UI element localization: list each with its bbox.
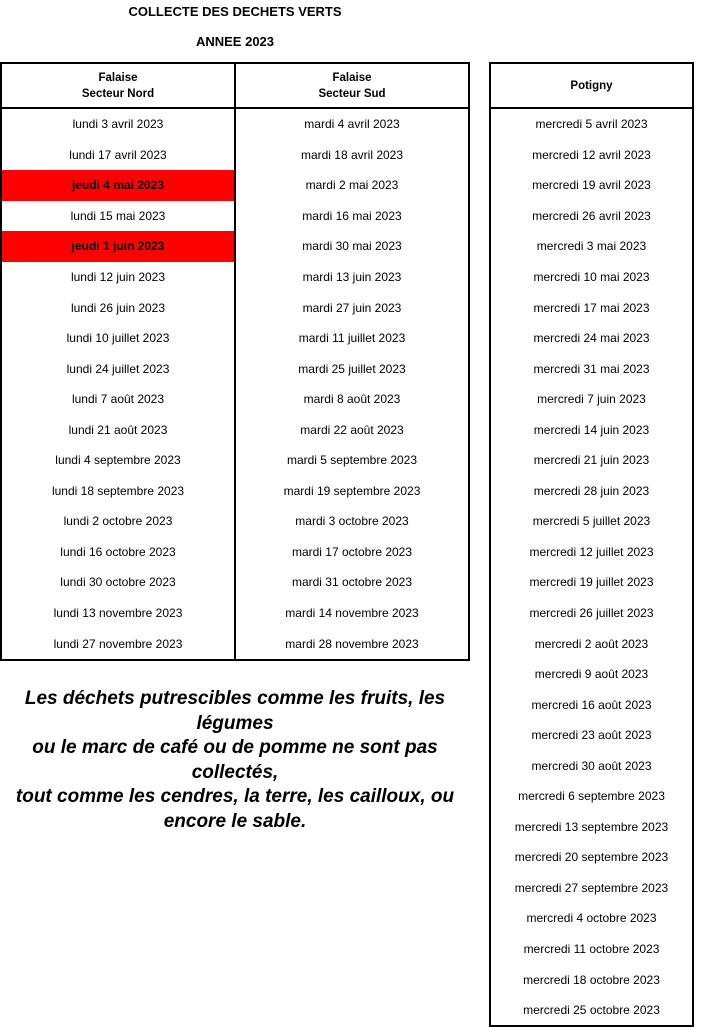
note-line: légumes [196,712,274,734]
date-cell-secteur-nord: lundi 21 août 2023 [1,414,235,445]
table-row [1,108,469,140]
table-header-row [1,63,469,108]
table-row [1,598,469,629]
table-row [490,812,693,843]
table-row [490,170,693,201]
date-cell-secteur-nord: lundi 17 avril 2023 [1,140,235,171]
table-row [490,567,693,598]
column-header-secteur-sud [235,63,469,108]
date-cell-secteur-sud: mardi 11 juillet 2023 [298,331,406,346]
date-cell-secteur-nord: lundi 30 octobre 2023 [1,567,235,598]
date-cell-potigny: mercredi 18 octobre 2023 [523,972,660,987]
date-cell-potigny: mercredi 30 août 2023 [531,758,652,773]
table-row [490,231,693,262]
table-row [1,292,469,323]
date-cell-potigny: mercredi 9 août 2023 [534,667,649,682]
table-row [490,292,693,323]
date-cell-potigny: mercredi 7 juin 2023 [537,392,646,407]
date-cell-potigny: mercredi 6 septembre 2023 [518,789,665,804]
date-cell-potigny: mercredi 17 mai 2023 [533,300,650,315]
date-cell-potigny: mercredi 4 octobre 2023 [526,911,657,926]
date-cell-potigny: mercredi 19 juillet 2023 [529,575,654,590]
table-row [490,445,693,476]
table-row [490,659,693,690]
table-row [1,231,469,262]
table-row [490,995,693,1027]
date-cell-secteur-sud: mardi 17 octobre 2023 [291,544,413,559]
date-cell-secteur-nord: jeudi 1 juin 2023 [1,231,235,262]
date-cell-secteur-nord: lundi 13 novembre 2023 [1,598,235,629]
column-header-line1: Falaise [332,71,372,84]
date-cell-potigny: mercredi 21 juin 2023 [533,453,650,468]
date-cell-secteur-nord: lundi 2 octobre 2023 [1,506,235,537]
potigny-schedule-table [489,62,694,1027]
date-cell-potigny: mercredi 23 août 2023 [531,728,652,743]
date-cell-secteur-nord: lundi 12 juin 2023 [1,262,235,293]
date-cell-potigny: mercredi 3 mai 2023 [536,239,647,254]
date-cell-secteur-sud: mardi 8 août 2023 [303,392,401,407]
table-row [1,170,469,201]
date-cell-potigny: mercredi 12 avril 2023 [532,147,651,162]
date-cell-potigny: mercredi 27 septembre 2023 [514,880,669,895]
date-cell-secteur-sud: mardi 2 mai 2023 [305,178,399,193]
date-cell-potigny: mercredi 5 avril 2023 [535,117,648,132]
table-row [490,842,693,873]
table-row [490,903,693,934]
date-cell-potigny: mercredi 13 septembre 2023 [514,819,669,834]
table-row [490,689,693,720]
date-cell-secteur-sud: mardi 4 avril 2023 [304,117,400,132]
date-cell-secteur-sud: mardi 13 juin 2023 [302,270,402,284]
page-title: COLLECTE DES DECHETS VERTS [128,4,342,19]
table-row [490,201,693,232]
column-header-line2: Secteur Sud [318,87,386,100]
table-row [490,537,693,568]
table-row [490,750,693,781]
date-cell-secteur-sud: mardi 16 mai 2023 [302,208,402,223]
date-cell-secteur-sud: mardi 31 octobre 2023 [291,575,413,590]
table-row [490,414,693,445]
date-cell-secteur-sud: mardi 30 mai 2023 [302,239,402,254]
date-cell-secteur-nord: lundi 16 octobre 2023 [1,537,235,568]
table-row [490,781,693,812]
date-cell-potigny: mercredi 5 juillet 2023 [532,514,651,529]
column-header-secteur-nord [1,63,235,108]
date-cell-potigny: mercredi 24 mai 2023 [533,331,650,346]
table-row [1,140,469,171]
year-subtitle: ANNEE 2023 [195,34,275,49]
table-row [490,506,693,537]
date-cell-secteur-sud: mardi 3 octobre 2023 [295,514,409,529]
date-cell-secteur-nord: lundi 7 août 2023 [1,384,235,415]
date-cell-potigny: mercredi 12 juillet 2023 [529,544,654,559]
date-cell-secteur-sud: mardi 14 novembre 2023 [285,606,419,621]
date-cell-potigny: mercredi 19 avril 2023 [532,178,651,193]
table-row [490,598,693,629]
table-row [490,628,693,659]
column-header-line2: Secteur Nord [81,87,155,100]
column-header-line1: Falaise [98,71,138,84]
date-cell-secteur-sud: mardi 19 septembre 2023 [283,483,421,498]
table-row [490,720,693,751]
table-row [1,262,469,293]
table-row [490,384,693,415]
note-line: Les déchets putrescibles comme les fruits, les [24,688,446,709]
date-cell-secteur-nord: jeudi 4 mai 2023 [1,170,235,201]
table-row [1,567,469,598]
date-cell-secteur-sud: mardi 22 août 2023 [300,422,404,437]
table-row [490,323,693,354]
date-cell-secteur-nord: lundi 4 septembre 2023 [1,445,235,476]
date-cell-secteur-sud: mardi 18 avril 2023 [300,147,404,162]
table-row [490,964,693,995]
date-cell-secteur-nord: lundi 26 juin 2023 [1,292,235,323]
table-row [1,201,469,232]
date-cell-secteur-nord: lundi 27 novembre 2023 [1,628,235,660]
table-row [490,873,693,904]
date-cell-secteur-sud: mardi 5 septembre 2023 [286,453,418,468]
note-line: encore le sable. [163,810,307,832]
date-cell-secteur-sud: mardi 28 novembre 2023 [285,636,419,651]
date-cell-secteur-nord: lundi 3 avril 2023 [1,108,235,140]
note-line: collectés, [191,761,279,783]
date-cell-secteur-nord: lundi 18 septembre 2023 [1,476,235,507]
table-row [490,262,693,293]
table-row [490,476,693,507]
table-row [1,414,469,445]
date-cell-potigny: mercredi 31 mai 2023 [533,361,650,376]
date-cell-potigny: mercredi 28 juin 2023 [533,483,650,498]
date-cell-secteur-sud: mardi 25 juillet 2023 [298,361,406,376]
date-cell-secteur-nord: lundi 24 juillet 2023 [1,353,235,384]
table-row [490,934,693,965]
falaise-schedule-table [0,62,470,661]
date-cell-potigny: mercredi 26 avril 2023 [532,208,651,223]
date-cell-secteur-nord: lundi 15 mai 2023 [1,201,235,232]
date-cell-secteur-nord: lundi 10 juillet 2023 [1,323,235,354]
note-line: tout comme les cendres, la terre, les cailloux, ou [15,786,455,807]
table-row [490,108,693,140]
table-row [1,506,469,537]
table-row [1,353,469,384]
date-cell-potigny: mercredi 16 août 2023 [531,697,652,712]
table-row [1,628,469,660]
date-cell-secteur-sud: mardi 27 juin 2023 [302,300,402,315]
date-cell-potigny: mercredi 10 mai 2023 [533,270,650,284]
date-cell-potigny: mercredi 11 octobre 2023 [523,942,660,957]
date-cell-potigny: mercredi 25 octobre 2023 [523,1003,660,1018]
table-header-row [490,63,693,108]
date-cell-potigny: mercredi 26 juillet 2023 [529,606,654,621]
table-row [490,353,693,384]
table-row [1,537,469,568]
table-row [1,476,469,507]
exclusion-note [0,687,470,834]
date-cell-potigny: mercredi 14 juin 2023 [533,422,650,437]
table-row [1,384,469,415]
table-row [490,140,693,171]
table-row [1,323,469,354]
date-cell-potigny: mercredi 2 août 2023 [534,636,649,651]
column-header-potigny: Potigny [490,63,693,108]
note-line: ou le marc de café ou de pomme ne sont pas [32,737,438,758]
date-cell-potigny: mercredi 20 septembre 2023 [514,850,669,865]
table-row [1,445,469,476]
